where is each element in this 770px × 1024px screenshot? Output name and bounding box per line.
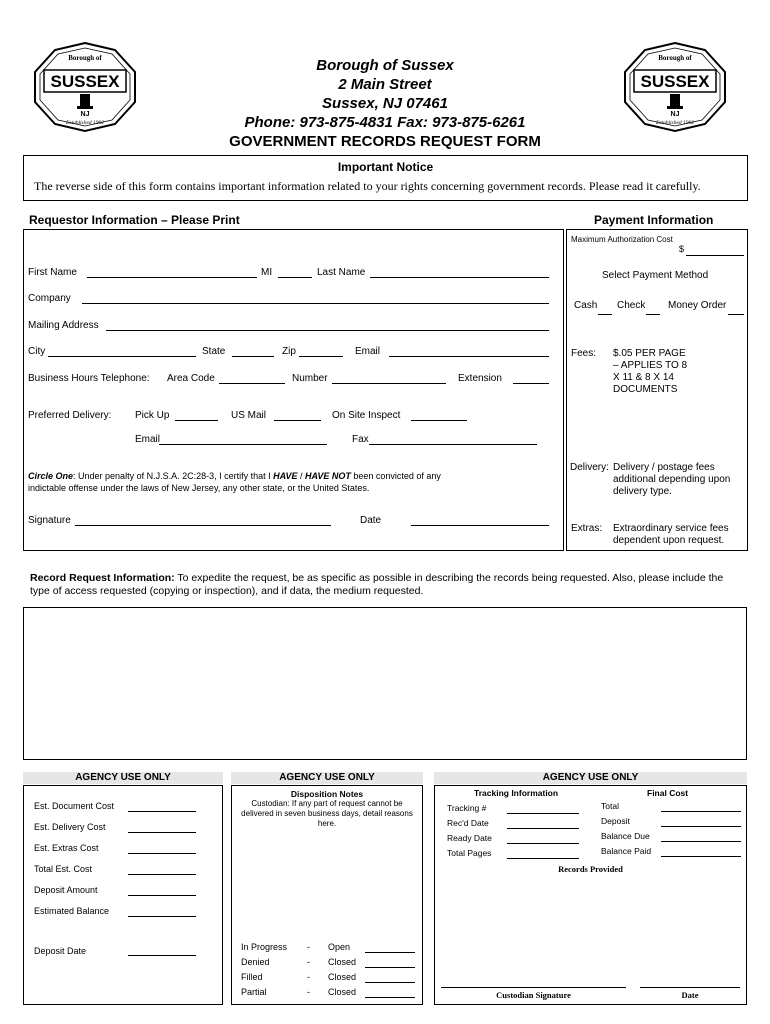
zip-field[interactable] [299,356,343,357]
svg-text:Borough of: Borough of [68,54,102,62]
tracking-field[interactable] [507,813,579,814]
custodian-date-label: Date [681,990,699,1000]
record-request-textarea[interactable] [23,607,747,760]
svg-text:Established 1902: Established 1902 [655,120,695,126]
first-name-field[interactable] [87,277,257,278]
header-street: 2 Main Street [338,76,432,93]
delivery-label: Delivery: [570,462,609,473]
status-label: In Progress [241,942,288,952]
tracking-field[interactable] [507,828,579,829]
certification-statement: Circle One: Under penalty of N.J.S.A. 2C:28-3, I certify that I HAVE / HAVE NOT been convicted of any indictable offense under the laws of New Jersey, any other state, or the United States. [28,471,441,493]
status-dash: - [307,942,310,952]
deposit-date-field[interactable] [128,955,196,956]
state-field[interactable] [232,356,274,357]
status-label: Partial [241,987,267,997]
city-field[interactable] [48,356,196,357]
header-borough: Borough of Sussex [316,57,454,74]
on-site-label: On Site Inspect [332,410,401,421]
pick-up-label: Pick Up [135,410,170,421]
status-field[interactable] [365,982,415,983]
agency-use-heading-2: AGENCY USE ONLY [231,772,423,784]
mailing-address-label: Mailing Address [28,320,99,331]
max-auth-field[interactable] [686,255,744,256]
requestor-heading: Requestor Information – Please Print [29,213,240,227]
svg-text:Established 1902: Established 1902 [65,120,105,126]
header-city: Sussex, NJ 07461 [322,95,448,112]
custodian-date-field[interactable] [640,987,740,988]
pick-up-field[interactable] [175,420,218,421]
agency-cost-label: Deposit Amount [34,885,98,895]
phone-number-field[interactable] [332,383,446,384]
area-code-label: Area Code [167,373,215,384]
status-field[interactable] [365,997,415,998]
header-phone-fax: Phone: 973-875-4831 Fax: 973-875-6261 [244,114,526,131]
mailing-address-field[interactable] [106,330,549,331]
signature-date-field[interactable] [411,525,549,526]
delivery-text: Delivery / postage fees additional depending upon delivery type. [613,462,731,497]
money-order-field[interactable] [728,314,744,315]
agency-cost-label: Estimated Balance [34,906,110,916]
svg-text:SUSSEX: SUSSEX [640,72,710,91]
final-cost-label: Total [601,801,619,811]
svg-text:NJ: NJ [80,111,90,118]
mi-field[interactable] [278,277,312,278]
agency-cost-label: Est. Document Cost [34,801,115,811]
final-cost-field[interactable] [661,841,741,842]
final-cost-label: Balance Due [601,831,650,841]
delivery-email-field[interactable] [159,444,327,445]
status-value: Closed [328,972,357,982]
deposit-date-label: Deposit Date [34,946,87,956]
final-cost-label: Balance Paid [601,846,652,856]
agency-cost-label: Est. Extras Cost [34,843,99,853]
borough-seal-left [30,40,140,134]
seal-name-text: SUSSEX [50,72,120,91]
fax-field[interactable] [369,444,537,445]
agency-use-heading-1: AGENCY USE ONLY [23,772,223,784]
form-header [150,56,620,151]
records-provided-label: Records Provided [558,864,623,874]
svg-text:NJ: NJ [670,111,680,118]
check-label: Check [617,300,646,311]
first-name-label: First Name [28,267,77,278]
fees-text: $.05 PER PAGE – APPLIES TO 8 X 11 & 8 X 14 DOCUMENTS [613,348,688,395]
last-name-field[interactable] [370,277,549,278]
final-cost-field[interactable] [661,811,741,812]
final-cost-field[interactable] [661,856,741,857]
form-title: GOVERNMENT RECORDS REQUEST FORM [229,133,541,150]
on-site-field[interactable] [411,420,467,421]
status-value: Closed [328,987,357,997]
custodian-signature-label: Custodian Signature [496,990,571,1000]
agency-cost-field[interactable] [128,811,196,812]
agency-cost-field[interactable] [128,874,196,875]
disposition-notes-text: Custodian: If any part of request cannot be delivered in seven business days, detail reasons here. [241,799,413,828]
agency-cost-field[interactable] [128,832,196,833]
email-label: Email [355,346,381,357]
tracking-label: Rec'd Date [447,818,489,828]
agency-cost-label: Est. Delivery Cost [34,822,106,832]
max-auth-label: Maximum Authorization Cost [571,235,673,244]
last-name-label: Last Name [317,267,366,278]
select-payment-label: Select Payment Method [602,270,709,281]
agency-cost-field[interactable] [128,895,196,896]
final-cost-label: Deposit [601,816,630,826]
status-field[interactable] [365,952,415,953]
status-label: Filled [241,972,263,982]
disposition-notes-title: Disposition Notes [290,789,364,799]
number-label: Number [292,373,328,384]
fax-label: Fax [352,434,369,445]
tracking-label: Total Pages [447,848,492,858]
email-field[interactable] [389,356,549,357]
company-label: Company [28,293,71,304]
company-field[interactable] [82,303,549,304]
us-mail-label: US Mail [231,410,267,421]
state-label: State [202,346,226,357]
agency-cost-field[interactable] [128,853,196,854]
us-mail-field[interactable] [274,420,321,421]
status-field[interactable] [365,967,415,968]
signature-field[interactable] [75,525,331,526]
extension-label: Extension [458,373,502,384]
zip-label: Zip [282,346,296,357]
notice-text: The reverse side of this form contains important information related to your rights concerning government records. Please read it carefully. [34,179,701,193]
status-value: Open [328,942,351,952]
final-cost-field[interactable] [661,826,741,827]
record-request-instructions: Record Request Information: To expedite the request, be as specific as possible in describing the records being requested. Also, please include the type of access requested (copying or inspection), and if data, the medium requested. [30,572,724,597]
have-option[interactable]: HAVE [273,471,298,481]
cash-label: Cash [574,300,598,311]
dollar-sign: $ [679,244,685,254]
city-label: City [28,346,46,357]
business-phone-label: Business Hours Telephone: [28,373,150,384]
fees-label: Fees: [571,348,597,359]
have-not-option[interactable]: HAVE NOT [304,471,351,481]
circle-one-label: Circle One [28,471,74,481]
svg-text:Borough of: Borough of [658,54,692,62]
agency-cost-label: Total Est. Cost [34,864,93,874]
final-cost-title: Final Cost [647,788,689,798]
cash-field[interactable] [598,314,612,315]
extras-label: Extras: [571,523,603,534]
tracking-label: Tracking # [447,803,487,813]
mi-label: MI [261,267,273,278]
check-field[interactable] [646,314,660,315]
status-dash: - [307,957,310,967]
delivery-email-label: Email [135,434,161,445]
status-dash: - [307,972,310,982]
money-order-label: Money Order [668,300,727,311]
custodian-signature-field[interactable] [441,987,626,988]
tracking-field[interactable] [507,843,579,844]
agency-cost-field[interactable] [128,916,196,917]
preferred-delivery-label: Preferred Delivery: [28,410,112,421]
status-dash: - [307,987,310,997]
area-code-field[interactable] [219,383,285,384]
signature-date-label: Date [360,515,382,526]
status-value: Closed [328,957,357,967]
signature-label: Signature [28,515,71,526]
extension-field[interactable] [513,383,549,384]
tracking-label: Ready Date [447,833,492,843]
tracking-field[interactable] [507,858,579,859]
important-notice-box [23,155,748,201]
borough-seal-right [620,40,730,134]
tracking-info-title: Tracking Information [474,788,559,798]
notice-title: Important Notice [337,160,434,174]
record-request-label: Record Request Information: [30,572,175,584]
extras-text: Extraordinary service fees dependent upon request. [613,523,729,546]
payment-heading: Payment Information [594,213,714,227]
agency-use-heading-3: AGENCY USE ONLY [434,772,747,784]
status-label: Denied [241,957,270,967]
